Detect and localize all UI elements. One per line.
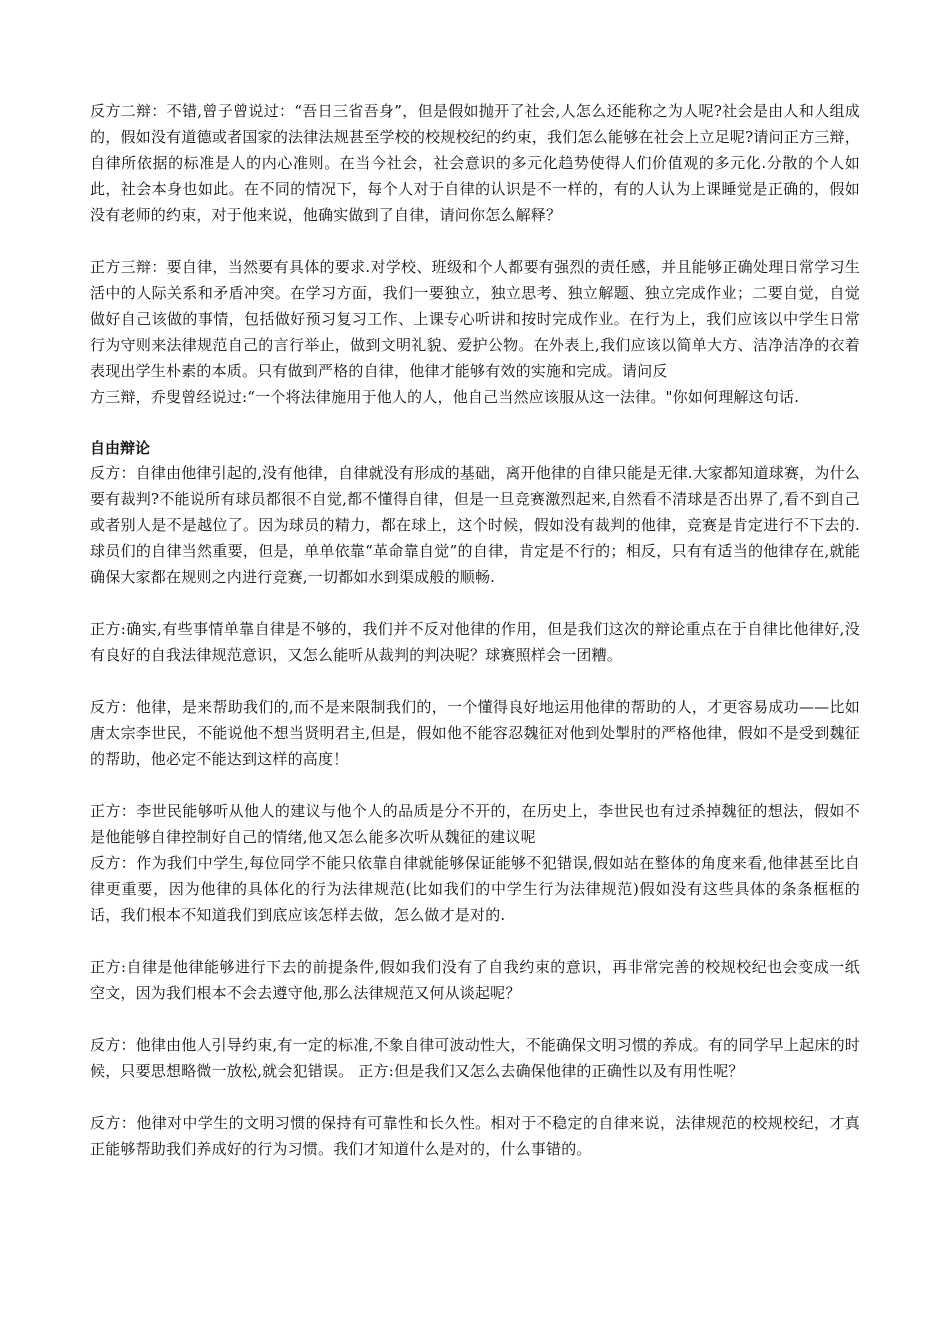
paragraph-free-debate-positive-2: 正方：李世民能够听从他人的建议与他个人的品质是分不开的，在历史上，李世民也有过杀掉魏征的想法，假如不是他能够自律控制好自己的情绪,他又怎么能多次听从魏征的建议呢: [90, 802, 860, 846]
section-heading-free-debate: 自由辩论: [90, 439, 151, 457]
paragraph-gap: [90, 668, 860, 694]
paragraph-gap: [90, 410, 860, 436]
paragraph-free-debate-positive-3: 正方:自律是他律能够进行下去的前提条件,假如我们没有了自我约束的意识，再非常完善的校规校纪也会变成一纸空文，因为我们根本不会去遵守他,那么法律规范又何从谈起呢？: [90, 958, 860, 1002]
paragraph-free-debate-negative-2: 反方：他律，是来帮助我们的,而不是来限制我们的，一个懂得良好地运用他律的帮助的人，才更容易成功——比如唐太宗李世民，不能说他不想当贤明君主,但是，假如他不能容忍魏征对他到处掣肘的严格他律，假如不是受到魏征的帮助，他必定不能达到这样的高度！: [90, 698, 860, 768]
paragraph-gap: [90, 1084, 860, 1110]
paragraph-gap: [90, 228, 860, 254]
document-page: [90, 98, 860, 1162]
paragraph-free-debate-negative-3: 反方：作为我们中学生,每位同学不能只依靠自律就能够保证能够不犯错误,假如站在整体的角度来看,他律甚至比自律更重要，因为他律的具体化的行为法律规范(比如我们的中学生行为法律规范)假如没有这些具体的条条框框的话，我们根本不知道我们到底应该怎样去做，怎么做才是对的.: [90, 854, 860, 924]
paragraph-negative-second-debater: 反方二辩：不错,曾子曾说过：“吾日三省吾身”，但是假如抛开了社会,人怎么还能称之为人呢?社会是由人和人组成的，假如没有道德或者国家的法律法规甚至学校的校规校纪的约束，我们怎么能够在社会上立足呢?请问正方三辩，自律所依据的标准是人的内心准则。在当今社会，社会意识的多元化趋势使得人们价值观的多元化.分散的个人如此，社会本身也如此。在不同的情况下，每个人对于自律的认识是不一样的，有的人认为上课睡觉是正确的，假如没有老师的约束，对于他来说，他确实做到了自律，请问你怎么解释？: [90, 102, 860, 224]
paragraph-free-debate-negative-1: 反方：自律由他律引起的,没有他律，自律就没有形成的基础，离开他律的自律只能是无律.大家都知道球赛，为什么要有裁判?不能说所有球员都很不自觉,都不懂得自律，但是一旦竞赛激烈起来,自然看不清球是否出界了,看不到自己或者别人是不是越位了。因为球员的精力，都在球上，这个时候，假如没有裁判的他律，竞赛是肯定进行不下去的.球员们的自律当然重要，但是，单单依靠“革命靠自觉”的自律，肯定是不行的；相反，只有有适当的他律存在,就能确保大家都在规则之内进行竞赛,一切都如水到渠成般的顺畅.: [90, 464, 860, 586]
paragraph-positive-third-debater-question: 方三辩，乔叟曾经说过:“一个将法律施用于他人的人，他自己当然应该服从这一法律。"你如何理解这句话.: [90, 388, 800, 406]
paragraph-gap: [90, 1006, 860, 1032]
paragraph-free-debate-negative-4: 反方：他律由他人引导约束,有一定的标准,不象自律可波动性大，不能确保文明习惯的养成。有的同学早上起床的时候，只要思想略微一放松,就会犯错误。 正方:但是我们又怎么去确保他律的正确性以及有用性呢？: [90, 1036, 860, 1080]
paragraph-free-debate-positive-1: 正方:确实,有些事情单靠自律是不够的，我们并不反对他律的作用，但是我们这次的辩论重点在于自律比他律好,没有良好的自我法律规范意识，又怎么能听从裁判的判决呢？球赛照样会一团糟。: [90, 620, 860, 664]
paragraph-positive-third-debater: 正方三辩：要自律，当然要有具体的要求.对学校、班级和个人都要有强烈的责任感，并且能够正确处理日常学习生活中的人际关系和矛盾冲突。在学习方面，我们一要独立，独立思考、独立解题、独立完成作业；二要自觉，自觉做好自己该做的事情，包括做好预习复习工作、上课专心听讲和按时完成作业。在行为上，我们应该以中学生日常行为守则来法律规范自己的言行举止，做到文明礼貌、爱护公物。在外表上,我们应该以简单大方、洁净洁净的衣着表现出学生朴素的本质。只有做到严格的自律，他律才能够有效的实施和完成。请问反: [90, 258, 860, 380]
paragraph-gap: [90, 928, 860, 954]
paragraph-gap: [90, 772, 860, 798]
paragraph-free-debate-negative-5: 反方：他律对中学生的文明习惯的保持有可靠性和长久性。相对于不稳定的自律来说，法律规范的校规校纪，才真正能够帮助我们养成好的行为习惯。我们才知道什么是对的，什么事错的。: [90, 1114, 860, 1158]
paragraph-gap: [90, 590, 860, 616]
